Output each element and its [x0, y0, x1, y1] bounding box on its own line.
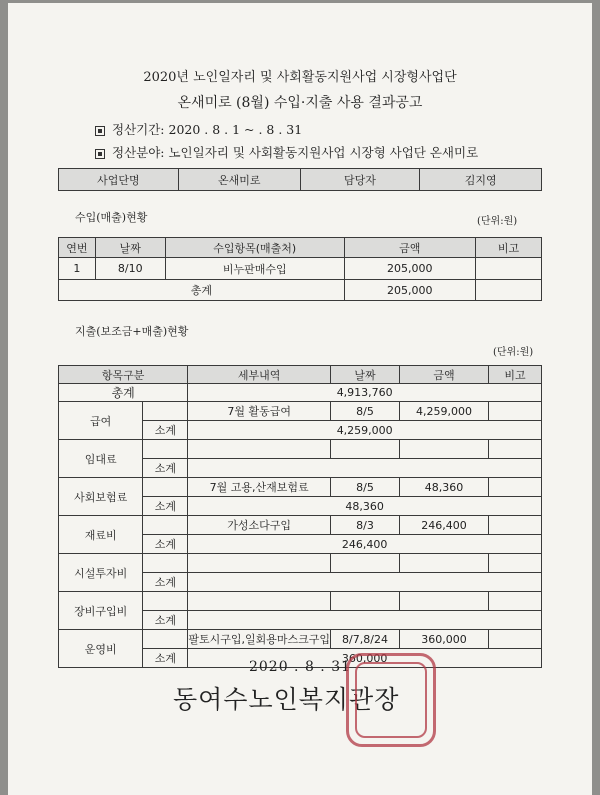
expense-category: 시설투자비	[59, 554, 143, 592]
expense-date: 8/5	[331, 402, 400, 421]
expense-amount: 4,259,000	[400, 402, 489, 421]
expense-detail: 7월 활동급여	[188, 402, 331, 421]
expense-detail: 7월 고용,산재보험료	[188, 478, 331, 497]
expense-detail: 가성소다구입	[188, 516, 331, 535]
expense-detail	[188, 554, 331, 573]
income-table	[58, 237, 542, 301]
income-unit: (단위:원)	[477, 216, 518, 227]
official-seal	[346, 653, 436, 747]
income-col-header: 비고	[475, 238, 541, 258]
expense-col-header: 날짜	[331, 366, 400, 384]
expense-note	[489, 554, 542, 573]
subtotal-label: 소계	[143, 573, 188, 592]
expense-category: 사회보험료	[59, 478, 143, 516]
expense-col-header: 세부내역	[188, 366, 331, 384]
subtotal-amount	[188, 573, 542, 592]
expense-category: 급여	[59, 402, 143, 440]
manager-value: 김지영	[420, 169, 542, 191]
expense-amount	[400, 440, 489, 459]
subtotal-amount: 48,360	[188, 497, 542, 516]
table-row	[59, 402, 542, 421]
income-date: 8/10	[95, 258, 165, 280]
expense-blank-cell	[143, 402, 188, 421]
expense-total-amount: 4,913,760	[188, 384, 542, 402]
subtotal-amount: 360,000	[188, 649, 542, 668]
expense-date	[331, 554, 400, 573]
table-row	[59, 630, 542, 649]
expense-date	[331, 592, 400, 611]
expense-category: 장비구입비	[59, 592, 143, 630]
table-row	[59, 554, 542, 573]
subtotal-label: 소계	[143, 421, 188, 440]
expense-amount: 360,000	[400, 630, 489, 649]
table-row	[59, 384, 542, 402]
expense-note	[489, 592, 542, 611]
business-value: 온새미로	[178, 169, 300, 191]
expense-amount: 246,400	[400, 516, 489, 535]
subtotal-amount	[188, 611, 542, 630]
table-row	[59, 478, 542, 497]
expense-blank-cell	[143, 516, 188, 535]
income-col-header: 연번	[59, 238, 96, 258]
manager-label: 담당자	[300, 169, 420, 191]
income-no: 1	[59, 258, 96, 280]
square-bullet-icon	[95, 126, 105, 136]
expense-date	[331, 440, 400, 459]
income-note	[475, 258, 541, 280]
settlement-field: 정산분야: 노인일자리 및 사회활동지원사업 시장형 사업단 온새미로	[95, 143, 478, 161]
expense-note	[489, 630, 542, 649]
subtotal-amount	[188, 459, 542, 478]
income-item: 비누판매수입	[165, 258, 344, 280]
business-label: 사업단명	[59, 169, 179, 191]
expense-col-header: 항목구분	[59, 366, 188, 384]
expense-date: 8/5	[331, 478, 400, 497]
expense-unit: (단위:원)	[493, 347, 534, 358]
subtotal-label: 소계	[143, 611, 188, 630]
expense-detail	[188, 592, 331, 611]
expense-blank-cell	[143, 630, 188, 649]
subtotal-label: 소계	[143, 497, 188, 516]
income-col-header: 날짜	[95, 238, 165, 258]
income-col-header: 금액	[344, 238, 475, 258]
expense-amount	[400, 592, 489, 611]
expense-category: 재료비	[59, 516, 143, 554]
table-row	[59, 258, 542, 280]
expense-table	[58, 365, 542, 668]
square-bullet-icon	[95, 149, 105, 159]
expense-detail	[188, 440, 331, 459]
doc-title: 온새미로 (8월) 수입·지출 사용 결과공고	[177, 95, 423, 111]
subtotal-amount: 246,400	[188, 535, 542, 554]
expense-blank-cell	[143, 554, 188, 573]
table-row	[59, 516, 542, 535]
info-table	[58, 168, 542, 191]
expense-blank-cell	[143, 592, 188, 611]
expense-date: 8/7,8/24	[331, 630, 400, 649]
expense-detail: 팔토시구입,일회용마스크구입	[188, 630, 331, 649]
expense-total-label: 총계	[59, 384, 188, 402]
expense-amount: 48,360	[400, 478, 489, 497]
income-col-header: 수입항목(매출처)	[165, 238, 344, 258]
expense-note	[489, 516, 542, 535]
expense-amount	[400, 554, 489, 573]
income-total-note	[475, 280, 541, 301]
expense-blank-cell	[143, 478, 188, 497]
subtotal-label: 소계	[143, 535, 188, 554]
subtotal-label: 소계	[143, 649, 188, 668]
expense-section-title: 지출(보조금+매출)현황	[75, 325, 189, 338]
table-row	[59, 592, 542, 611]
footer-date: 2020 . 8 . 31	[248, 659, 352, 675]
settlement-period: 정산기간: 2020 . 8 . 1 ~ . 8 . 31	[95, 120, 302, 138]
subtotal-label: 소계	[143, 459, 188, 478]
table-row	[59, 280, 542, 301]
footer-org: 동여수노인복지관장	[173, 685, 400, 714]
income-amount: 205,000	[344, 258, 475, 280]
income-section-title: 수입(매출)현황	[75, 211, 148, 224]
table-row	[59, 440, 542, 459]
expense-category: 운영비	[59, 630, 143, 668]
doc-heading-line1: 2020년 노인일자리 및 사회활동지원사업 시장형사업단	[143, 70, 457, 85]
expense-date: 8/3	[331, 516, 400, 535]
expense-category: 임대료	[59, 440, 143, 478]
expense-note	[489, 402, 542, 421]
expense-note	[489, 440, 542, 459]
expense-col-header: 비고	[489, 366, 542, 384]
expense-col-header: 금액	[400, 366, 489, 384]
subtotal-amount: 4,259,000	[188, 421, 542, 440]
income-total-amount: 205,000	[344, 280, 475, 301]
income-total-label: 총계	[59, 280, 345, 301]
expense-blank-cell	[143, 440, 188, 459]
expense-note	[489, 478, 542, 497]
